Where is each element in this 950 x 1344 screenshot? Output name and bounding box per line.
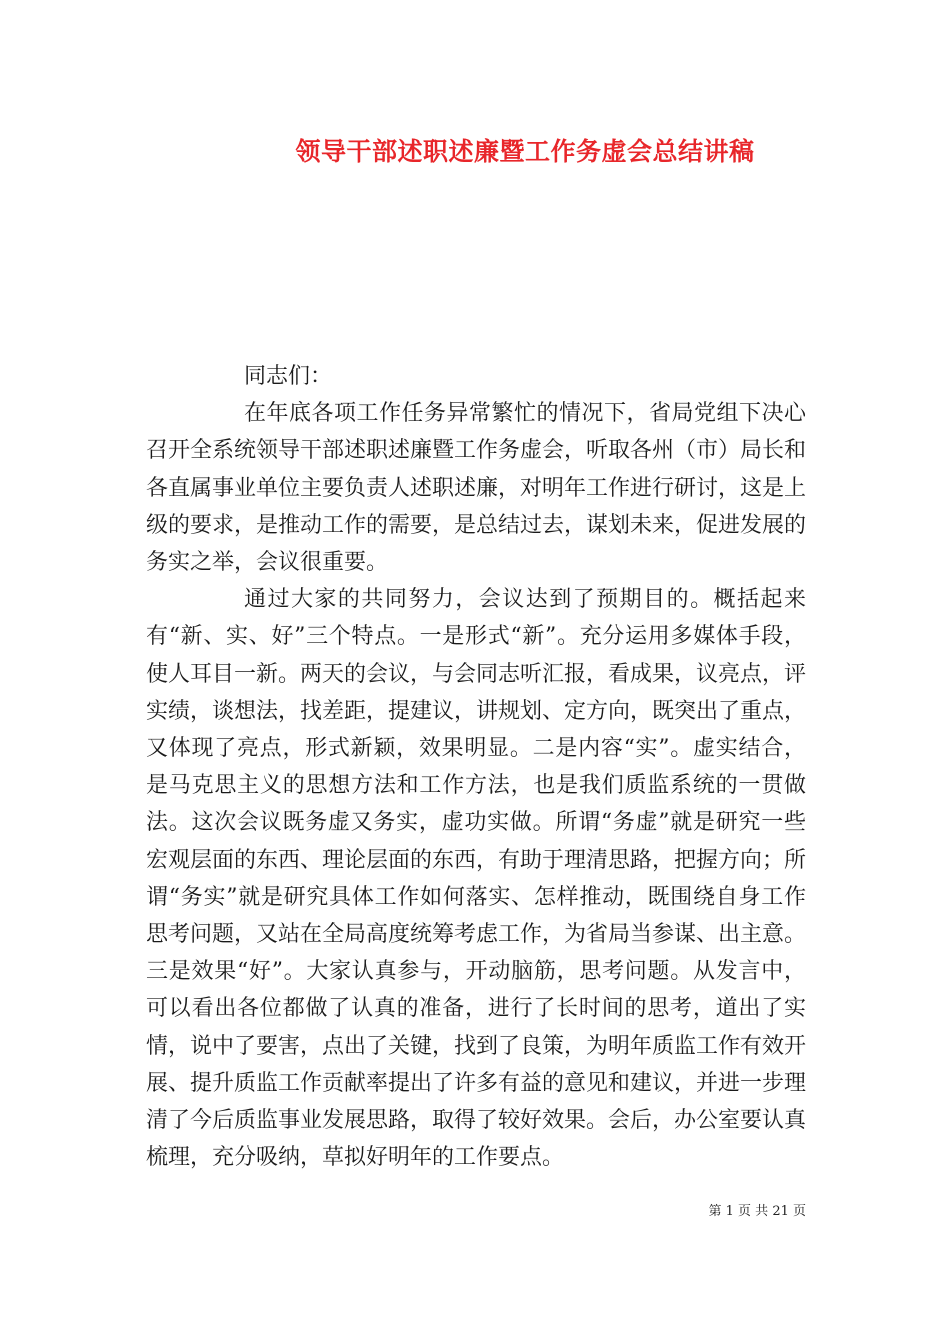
paragraph-2: 通过大家的共同努力，会议达到了预期目的。概括起来有“新、实、好”三个特点。一是形式“新”。充分运用多媒体手段，使人耳目一新。两天的会议，与会同志听汇报，看成果，议亮点，评实绩，谈想法，找差距，提建议，讲规划、定方向，既突出了重点，又体现了亮点，形式新颖，效果明显。二是内容“实”。虚实结合，是马克思主义的思想方法和工作方法，也是我们质监系统的一贯做法。这次会议既务虚又务实，虚功实做。所谓“务虚”就是研究一些宏观层面的东西、理论层面的东西，有助于理清思路，把握方向；所谓“务实”就是研究具体工作如何落实、怎样推动，既围绕自身工作思考问题，又站在全局高度统筹考虑工作，为省局当参谋、出主意。三是效果“好”。大家认真参与，开动脑筋，思考问题。从发言中，可以看出各位都做了认真的准备，进行了长时间的思考，道出了实情，说中了要害，点出了关键，找到了良策，为明年质监工作有效开展、提升质监工作贡献率提出了许多有益的意见和建议，并进一步理清了今后质监事业发展思路，取得了较好效果。会后，办公室要认真梳理，充分吸纳，草拟好明年的工作要点。 bbox=[146, 587, 807, 1171]
page-number: 第 1 页 共 21 页 bbox=[708, 1204, 806, 1219]
paragraph-1: 在年底各项工作任务异常繁忙的情况下，省局党组下决心召开全系统领导干部述职述廉暨工作务虚会，听取各州（市）局长和各直属事业单位主要负责人述职述廉，对明年工作进行研讨，这是上级的要求，是推动工作的需要，是总结过去，谋划未来，促进发展的务实之举，会议很重要。 bbox=[146, 401, 807, 576]
document-title: 领导干部述职述廉暨工作务虚会总结讲稿 bbox=[295, 137, 755, 166]
document-body bbox=[146, 358, 806, 1176]
salutation: 同志们： bbox=[244, 364, 333, 389]
